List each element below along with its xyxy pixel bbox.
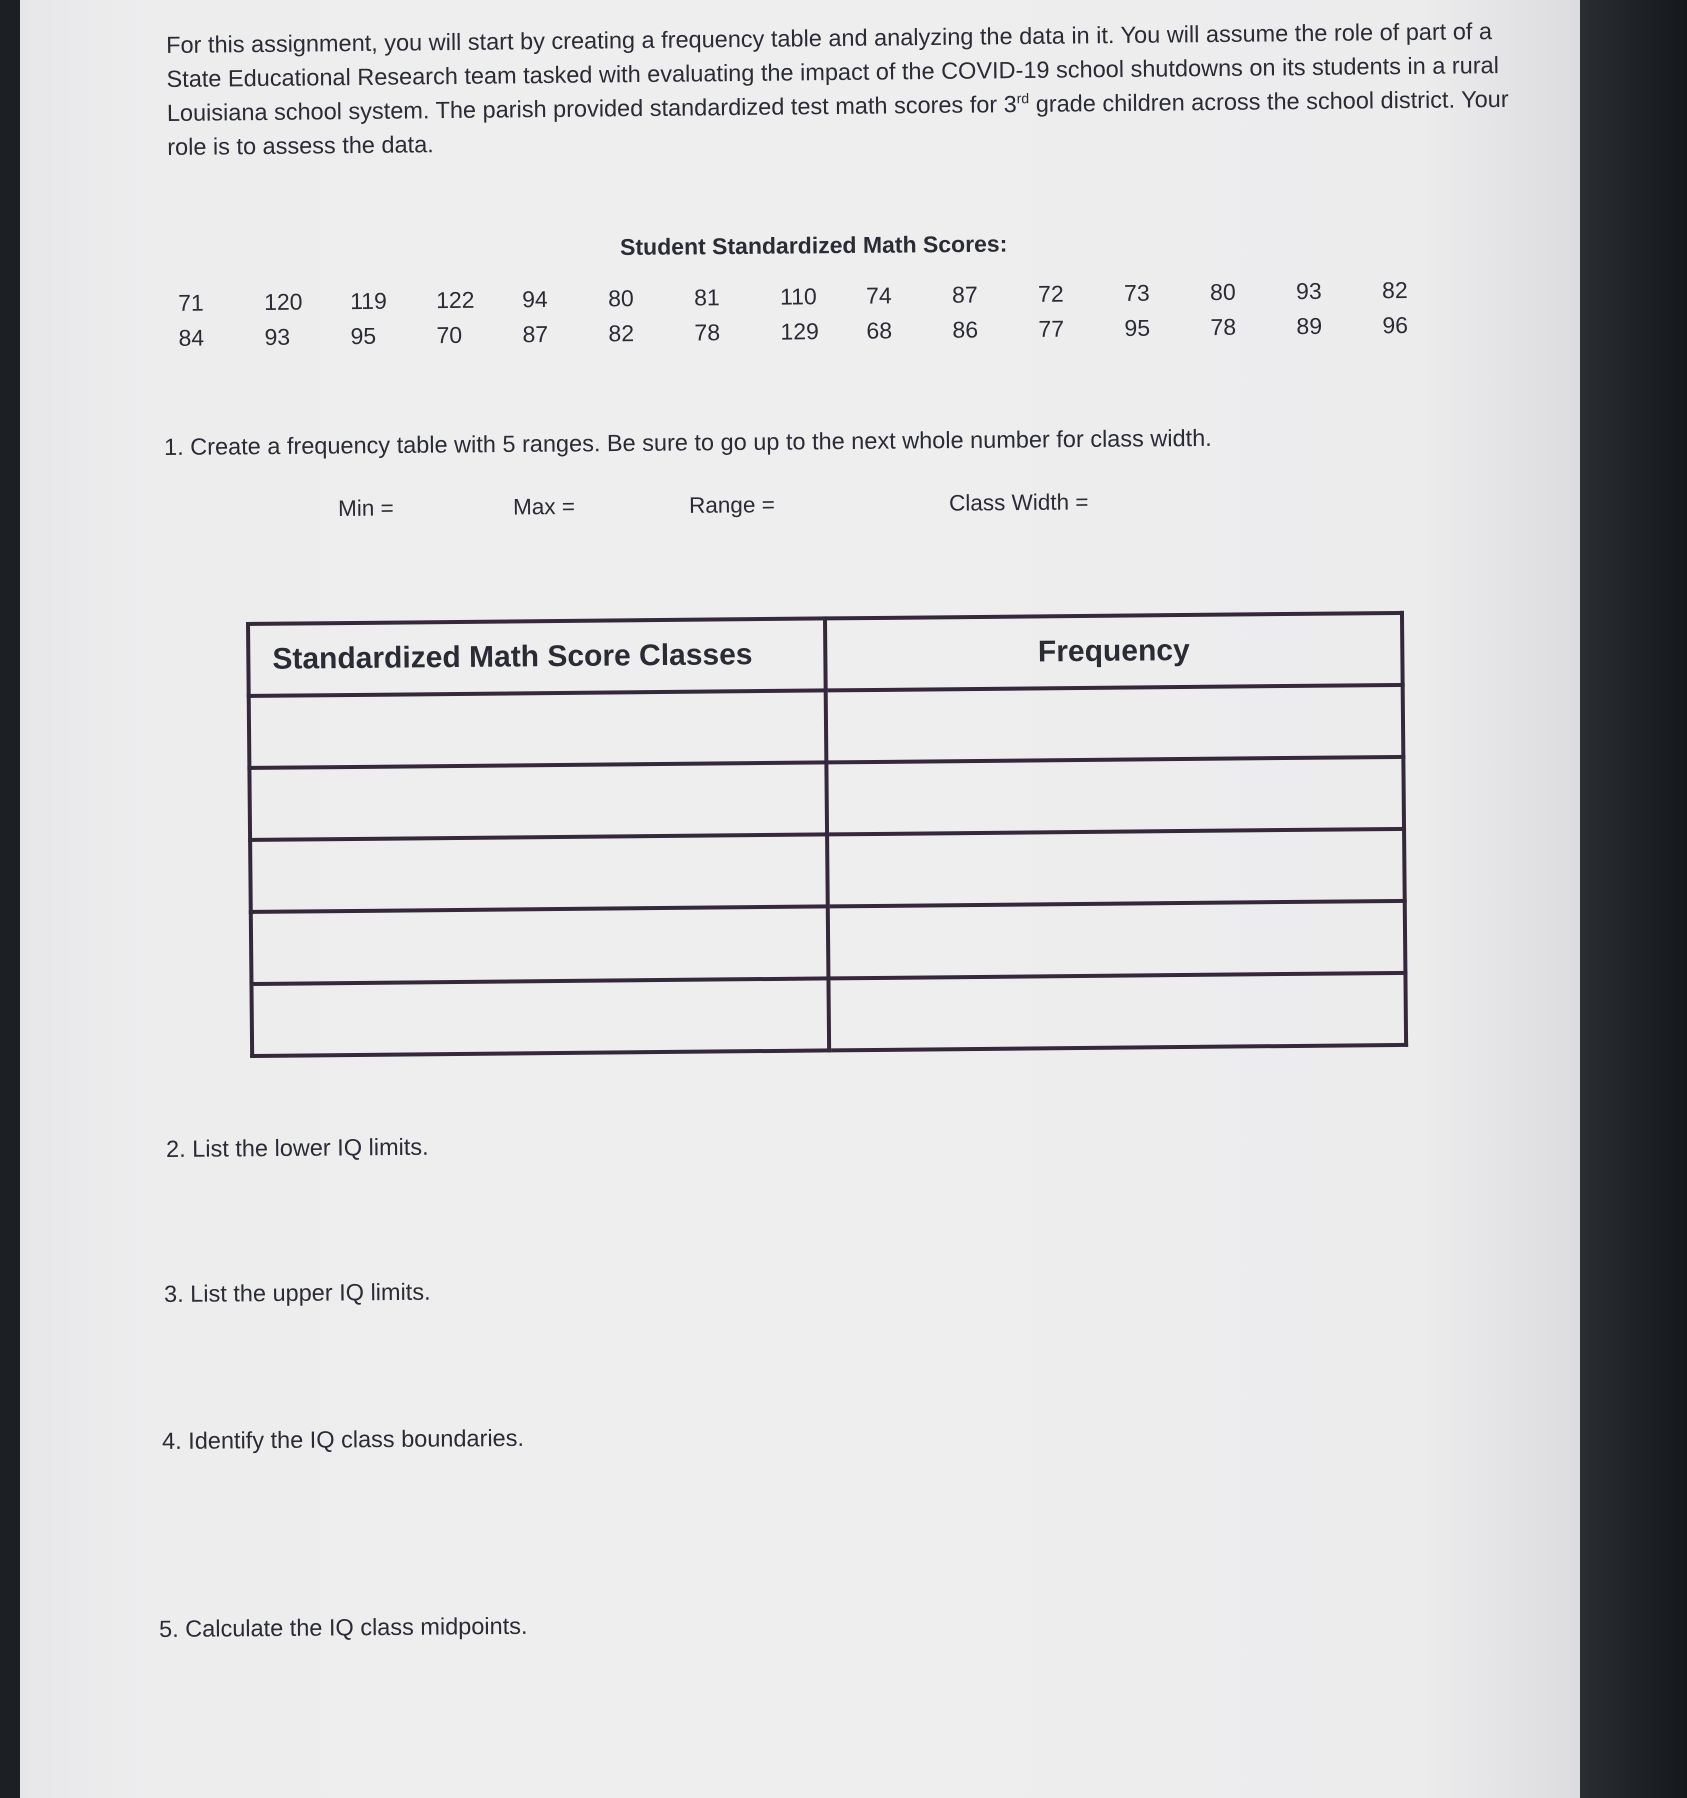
table-row [251,973,1406,1056]
score-value: 122 [435,286,475,314]
score-value: 95 [1124,314,1151,341]
score-value: 119 [349,287,387,315]
max-label: Max = [512,493,576,520]
score-value: 87 [522,321,549,348]
score-value: 110 [779,283,817,310]
min-label: Min = [338,495,394,521]
frequency-cell[interactable] [827,829,1405,907]
score-value: 84 [178,324,205,351]
score-value: 68 [866,317,893,344]
class-cell[interactable] [250,834,828,912]
score-value: 87 [951,281,978,308]
range-label: Range = [688,492,775,518]
score-value: 81 [693,284,720,311]
class-cell[interactable] [251,978,829,1056]
question-3: 3. List the upper IQ limits. [164,1278,431,1307]
score-value: 82 [608,320,635,347]
question-2: 2. List the lower IQ limits. [166,1133,429,1162]
score-value: 73 [1123,279,1150,306]
device-frame [1575,0,1687,1798]
score-value: 120 [263,288,303,315]
intro-superscript: rd [1016,90,1030,107]
class-cell[interactable] [251,906,829,984]
table-row [249,757,1404,840]
score-value: 78 [694,319,721,346]
frequency-cell[interactable] [828,901,1406,979]
score-value: 74 [865,282,892,309]
class-width-label: Class Width = [948,489,1089,516]
frequency-table [246,611,1408,1058]
table-row [250,829,1405,912]
scores-grid [166,276,1457,352]
score-value: 78 [1210,313,1237,341]
score-value: 80 [607,285,634,312]
table-header-row [248,613,1403,696]
intro-paragraph [166,14,1512,164]
scores-title: Student Standardized Math Scores: [620,230,1008,260]
score-value: 96 [1382,311,1409,339]
score-value: 89 [1296,312,1323,340]
frequency-cell[interactable] [828,973,1406,1051]
score-value: 93 [1295,277,1322,305]
score-value: 77 [1038,315,1065,342]
score-value: 86 [952,316,979,343]
header-frequency: Frequency [825,613,1403,691]
class-cell[interactable] [249,690,827,768]
score-value: 70 [436,321,463,349]
score-value: 71 [177,289,204,316]
intro-text-part2: grade children across the school district. Your role is to assess the data. [167,85,1509,160]
frequency-cell[interactable] [826,685,1404,763]
question-4: 4. Identify the IQ class boundaries. [162,1424,525,1454]
question-1: 1. Create a frequency table with 5 ranges. Be sure to go up to the next whole number for class width. [164,424,1212,460]
score-value: 82 [1381,276,1408,304]
worksheet-page [20,0,1580,1798]
frequency-cell[interactable] [826,757,1404,835]
question-5: 5. Calculate the IQ class midpoints. [159,1612,528,1642]
score-value: 94 [521,286,548,313]
intro-text-part1: For this assignment, you will start by creating a frequency table and analyzing the data in it. You will assume the role of part of a State Educational Research team tasked with evaluating the impact of the COVID-19 school shutdowns on its students in a rural Louisiana school system. The parish provided standardized test math scores for 3 [166,18,1499,126]
class-cell[interactable] [249,762,827,840]
table-row [249,685,1404,768]
table-row [251,901,1406,984]
score-value: 72 [1037,280,1064,307]
score-value: 129 [780,318,819,345]
score-value: 93 [264,323,291,350]
header-classes: Standardized Math Score Classes [248,618,826,696]
score-value: 95 [350,322,377,350]
score-value: 80 [1209,278,1236,306]
